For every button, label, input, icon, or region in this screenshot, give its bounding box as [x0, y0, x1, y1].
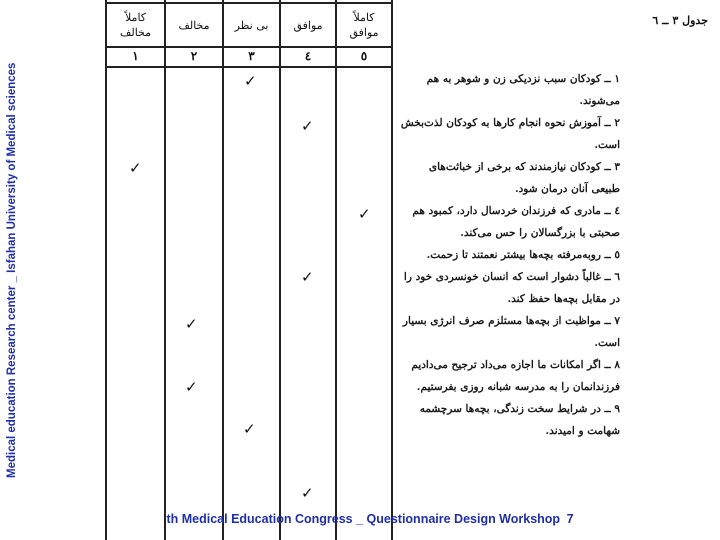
check-mark-icon: ✓ — [301, 484, 314, 502]
questionnaire-items — [398, 68, 620, 442]
check-mark-icon: ✓ — [244, 72, 257, 90]
grid-line — [164, 0, 166, 540]
check-mark-icon: ✓ — [185, 378, 198, 396]
check-mark-icon: ✓ — [301, 268, 314, 286]
header-line: موافق — [293, 18, 323, 32]
check-mark-icon: ✓ — [358, 205, 371, 223]
grid-line — [105, 2, 393, 4]
header-line: مخالف — [119, 26, 152, 39]
list-item: ٨ ــ اگر امکانات ما اجازه می‌داد ترجیح می‌دادیم فرزندانمان را به مدرسه شبانه روزی بفرستیم. — [411, 359, 620, 393]
check-mark-icon: ✓ — [185, 315, 198, 333]
header-line: کاملاً — [353, 11, 375, 24]
header-line: موافق — [349, 26, 379, 39]
grid-line — [105, 0, 107, 540]
list-item: ٥ ــ روبه‌مرفته بچه‌ها بیشتر نعمتند تا زحمت. — [426, 249, 620, 261]
column-number: ١ — [132, 49, 139, 63]
footer-number: 7 — [566, 512, 574, 526]
header-line: بی نظر — [234, 18, 269, 32]
grid-line — [279, 0, 281, 540]
check-mark-icon: ✓ — [301, 117, 314, 135]
grid-line — [105, 46, 393, 48]
list-item: ٣ ــ کودکان نیازمندند که برخی از خباثت‌های طبیعی آنان درمان شود. — [428, 161, 620, 195]
list-item: ٩ ــ در شرایط سخت زندگی، بچه‌ها سرچشمه شهامت و امیدند. — [419, 403, 620, 437]
check-mark-icon: ✓ — [243, 420, 256, 438]
column-number: ٣ — [248, 49, 255, 63]
column-header-neutral — [224, 6, 279, 44]
column-header-strongly-disagree — [107, 6, 164, 44]
column-number: ٢ — [190, 49, 198, 63]
list-item: ١ ــ کودکان سبب نزدیکی زن و شوهر به هم می‌شوند. — [426, 73, 620, 107]
grid-line — [222, 0, 224, 540]
grid-line — [335, 0, 337, 540]
table-caption: جدول ٣ ــ ٦ — [652, 14, 708, 27]
footer-caption — [140, 512, 600, 526]
column-number: ٥ — [360, 49, 368, 63]
column-header-disagree — [166, 6, 222, 44]
side-vertical-label: Medical education Research center _ Isfahan University of Medical sciences — [6, 62, 18, 478]
header-line: مخالف — [178, 18, 210, 32]
footer-text: th Medical Education Congress _ Questionnaire Design Workshop — [166, 512, 561, 526]
list-item: ٦ ــ غالباً دشوار است که انسان خونسردی خود را در مقابل بچه‌ها حفظ کند. — [403, 271, 620, 305]
column-number: ٤ — [304, 49, 312, 63]
column-header-strongly-agree — [337, 6, 391, 44]
column-header-agree — [281, 6, 335, 44]
header-line: کاملاً — [124, 11, 147, 24]
grid-line — [391, 0, 393, 540]
list-item: ٤ ــ مادری که فرزندان خردسال دارد، کمبود هم صحبتی با بزرگسالان را حس می‌کند. — [412, 205, 620, 239]
list-item: ٢ ــ آموزش نحوه انجام کارها به کودکان لذت‌بخش است. — [400, 117, 620, 151]
check-mark-icon: ✓ — [129, 159, 142, 177]
list-item: ٧ ــ مواظبت از بچه‌ها مستلزم صرف انرژی بسیار است. — [402, 315, 620, 349]
